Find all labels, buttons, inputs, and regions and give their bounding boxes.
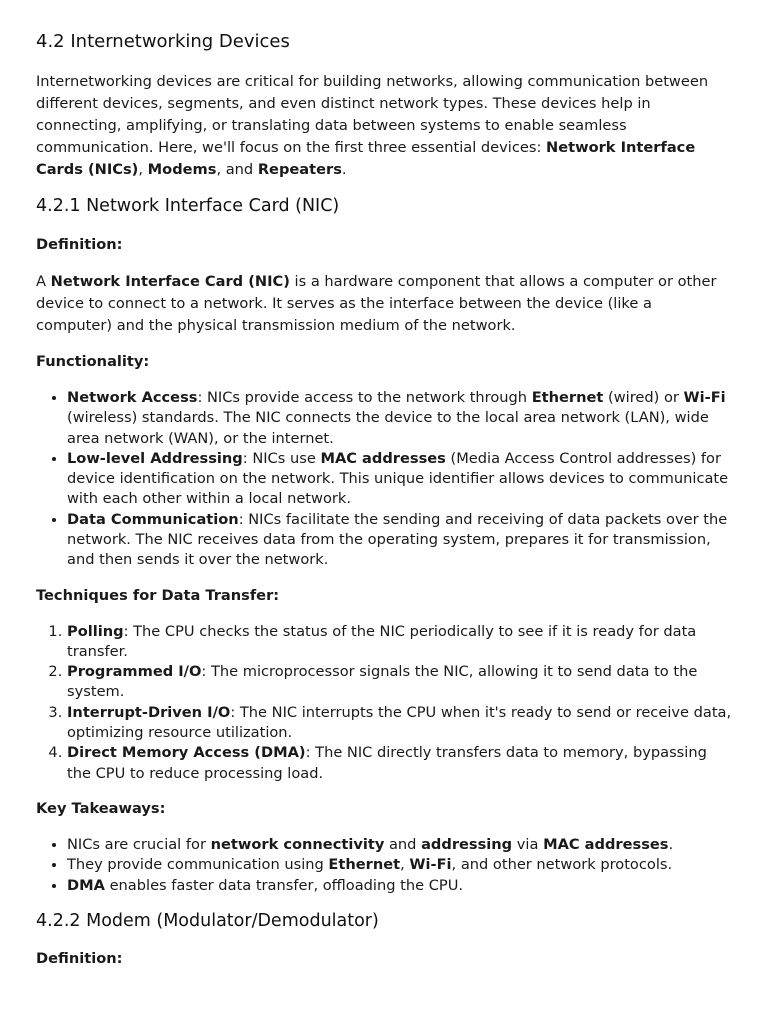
nic-def-bold: Network Interface Card (NIC)	[50, 272, 290, 290]
intro-paragraph	[36, 71, 732, 181]
text: ,	[400, 856, 410, 874]
bold-term: Ethernet	[328, 856, 401, 874]
colon: :	[116, 950, 123, 968]
text: (wired) or	[603, 388, 684, 406]
text: : The microprocessor signals the NIC, allowing it to send data to the system.	[67, 663, 698, 701]
bold-term: Low-level Addressing	[67, 449, 243, 467]
techniques-list	[36, 622, 732, 784]
colon: :	[116, 235, 123, 253]
text: via	[512, 835, 544, 853]
intro-bold-repeaters: Repeaters	[257, 161, 342, 179]
text: : NICs provide access to the network through	[197, 388, 532, 406]
bold-term: Wi-Fi	[409, 856, 452, 874]
text: : NICs facilitate the sending and receiving of data packets over the network. The NIC receives data from the operating system, prepares it for transmission, and then sends it over the network.	[67, 510, 728, 569]
text: : NICs use	[242, 449, 321, 467]
intro-bold-nics: Network Interface Cards (NICs)	[36, 139, 696, 179]
text: .	[668, 835, 674, 853]
list-item	[67, 855, 732, 875]
colon: :	[273, 586, 280, 604]
list-item	[67, 835, 732, 855]
key-takeaways-list	[36, 835, 732, 896]
intro-text-2: ,	[138, 161, 148, 179]
intro-bold-modems: Modems	[147, 161, 217, 179]
text: : The NIC directly transfers data to memory, bypassing the CPU to reduce processing load.	[67, 744, 707, 782]
bold-term: Wi-Fi	[683, 388, 726, 406]
text: and	[384, 835, 422, 853]
text: : The CPU checks the status of the NIC periodically to see if it is ready for data transfer.	[67, 622, 697, 660]
intro-text-3: , and	[216, 161, 258, 179]
text: : The NIC interrupts the CPU when it's ready to send or receive data, optimizing resource utilization.	[67, 703, 732, 742]
bold-term: DMA	[67, 876, 105, 894]
intro-text-1: Internetworking devices are critical for building networks, allowing communication between different devices, segments, and even distinct network types. These devices help in connecting, amplifying, or translating data between systems to enable seamless communication. Here, we'll focus on the first three essential devices:	[36, 73, 709, 157]
list-item	[67, 388, 732, 449]
nic-definition-paragraph	[36, 271, 732, 337]
bold-term: MAC addresses	[320, 449, 446, 467]
bold-term: Data Communication	[67, 510, 239, 528]
colon: :	[143, 352, 150, 370]
bold-term: Direct Memory Access (DMA)	[67, 744, 306, 762]
nic-def-text-2: is a hardware component that allows a computer or other device to connect to a network. It serves as the interface between the device (like a computer) and the physical transmission medium of the network.	[36, 272, 717, 334]
techniques-label	[36, 585, 732, 607]
text: NICs are crucial for	[67, 835, 211, 853]
list-item	[67, 510, 732, 571]
functionality-label-text: Functionality	[36, 352, 144, 370]
bold-term: Network Access	[67, 388, 198, 406]
bold-term: Ethernet	[531, 388, 604, 406]
key-takeaways-label	[36, 798, 732, 820]
list-item	[67, 622, 732, 663]
text: They provide communication using	[67, 856, 329, 874]
bold-term: network connectivity	[210, 835, 385, 853]
bold-term: MAC addresses	[543, 835, 669, 853]
subsection-heading-modem: 4.2.2 Modem (Modulator/Demodulator)	[36, 910, 379, 931]
list-item	[67, 703, 732, 744]
bold-term: Interrupt-Driven I/O	[67, 703, 231, 721]
bold-term: Programmed I/O	[67, 663, 202, 681]
definition-label-text: Definition	[36, 235, 117, 253]
nic-def-text-1: A	[36, 272, 51, 290]
text: enables faster data transfer, offloading the CPU.	[104, 876, 464, 894]
list-item	[67, 876, 732, 896]
list-item	[67, 743, 732, 784]
definition-label-text: Definition	[36, 950, 117, 968]
text: (Media Access Control addresses) for device identification on the network. This unique identifier allows devices to communicate with each other within a local network.	[67, 449, 729, 508]
definition-label-modem	[36, 948, 732, 970]
colon: :	[159, 799, 166, 817]
bold-term: Polling	[67, 622, 124, 640]
list-item	[67, 662, 732, 703]
intro-text-4: .	[341, 161, 347, 179]
techniques-label-text: Techniques for Data Transfer	[36, 586, 274, 604]
functionality-list	[36, 388, 732, 571]
definition-label	[36, 234, 732, 256]
text: (wireless) standards. The NIC connects the device to the local area network (LAN), wide area network (WAN), or the internet.	[67, 409, 709, 447]
list-item	[67, 449, 732, 510]
bold-term: addressing	[421, 835, 513, 853]
functionality-label	[36, 351, 732, 373]
text: , and other network protocols.	[451, 856, 673, 874]
key-takeaways-label-text: Key Takeaways	[36, 799, 160, 817]
section-heading-internetworking-devices: 4.2 Internetworking Devices	[36, 31, 290, 52]
subsection-heading-nic: 4.2.1 Network Interface Card (NIC)	[36, 196, 340, 217]
